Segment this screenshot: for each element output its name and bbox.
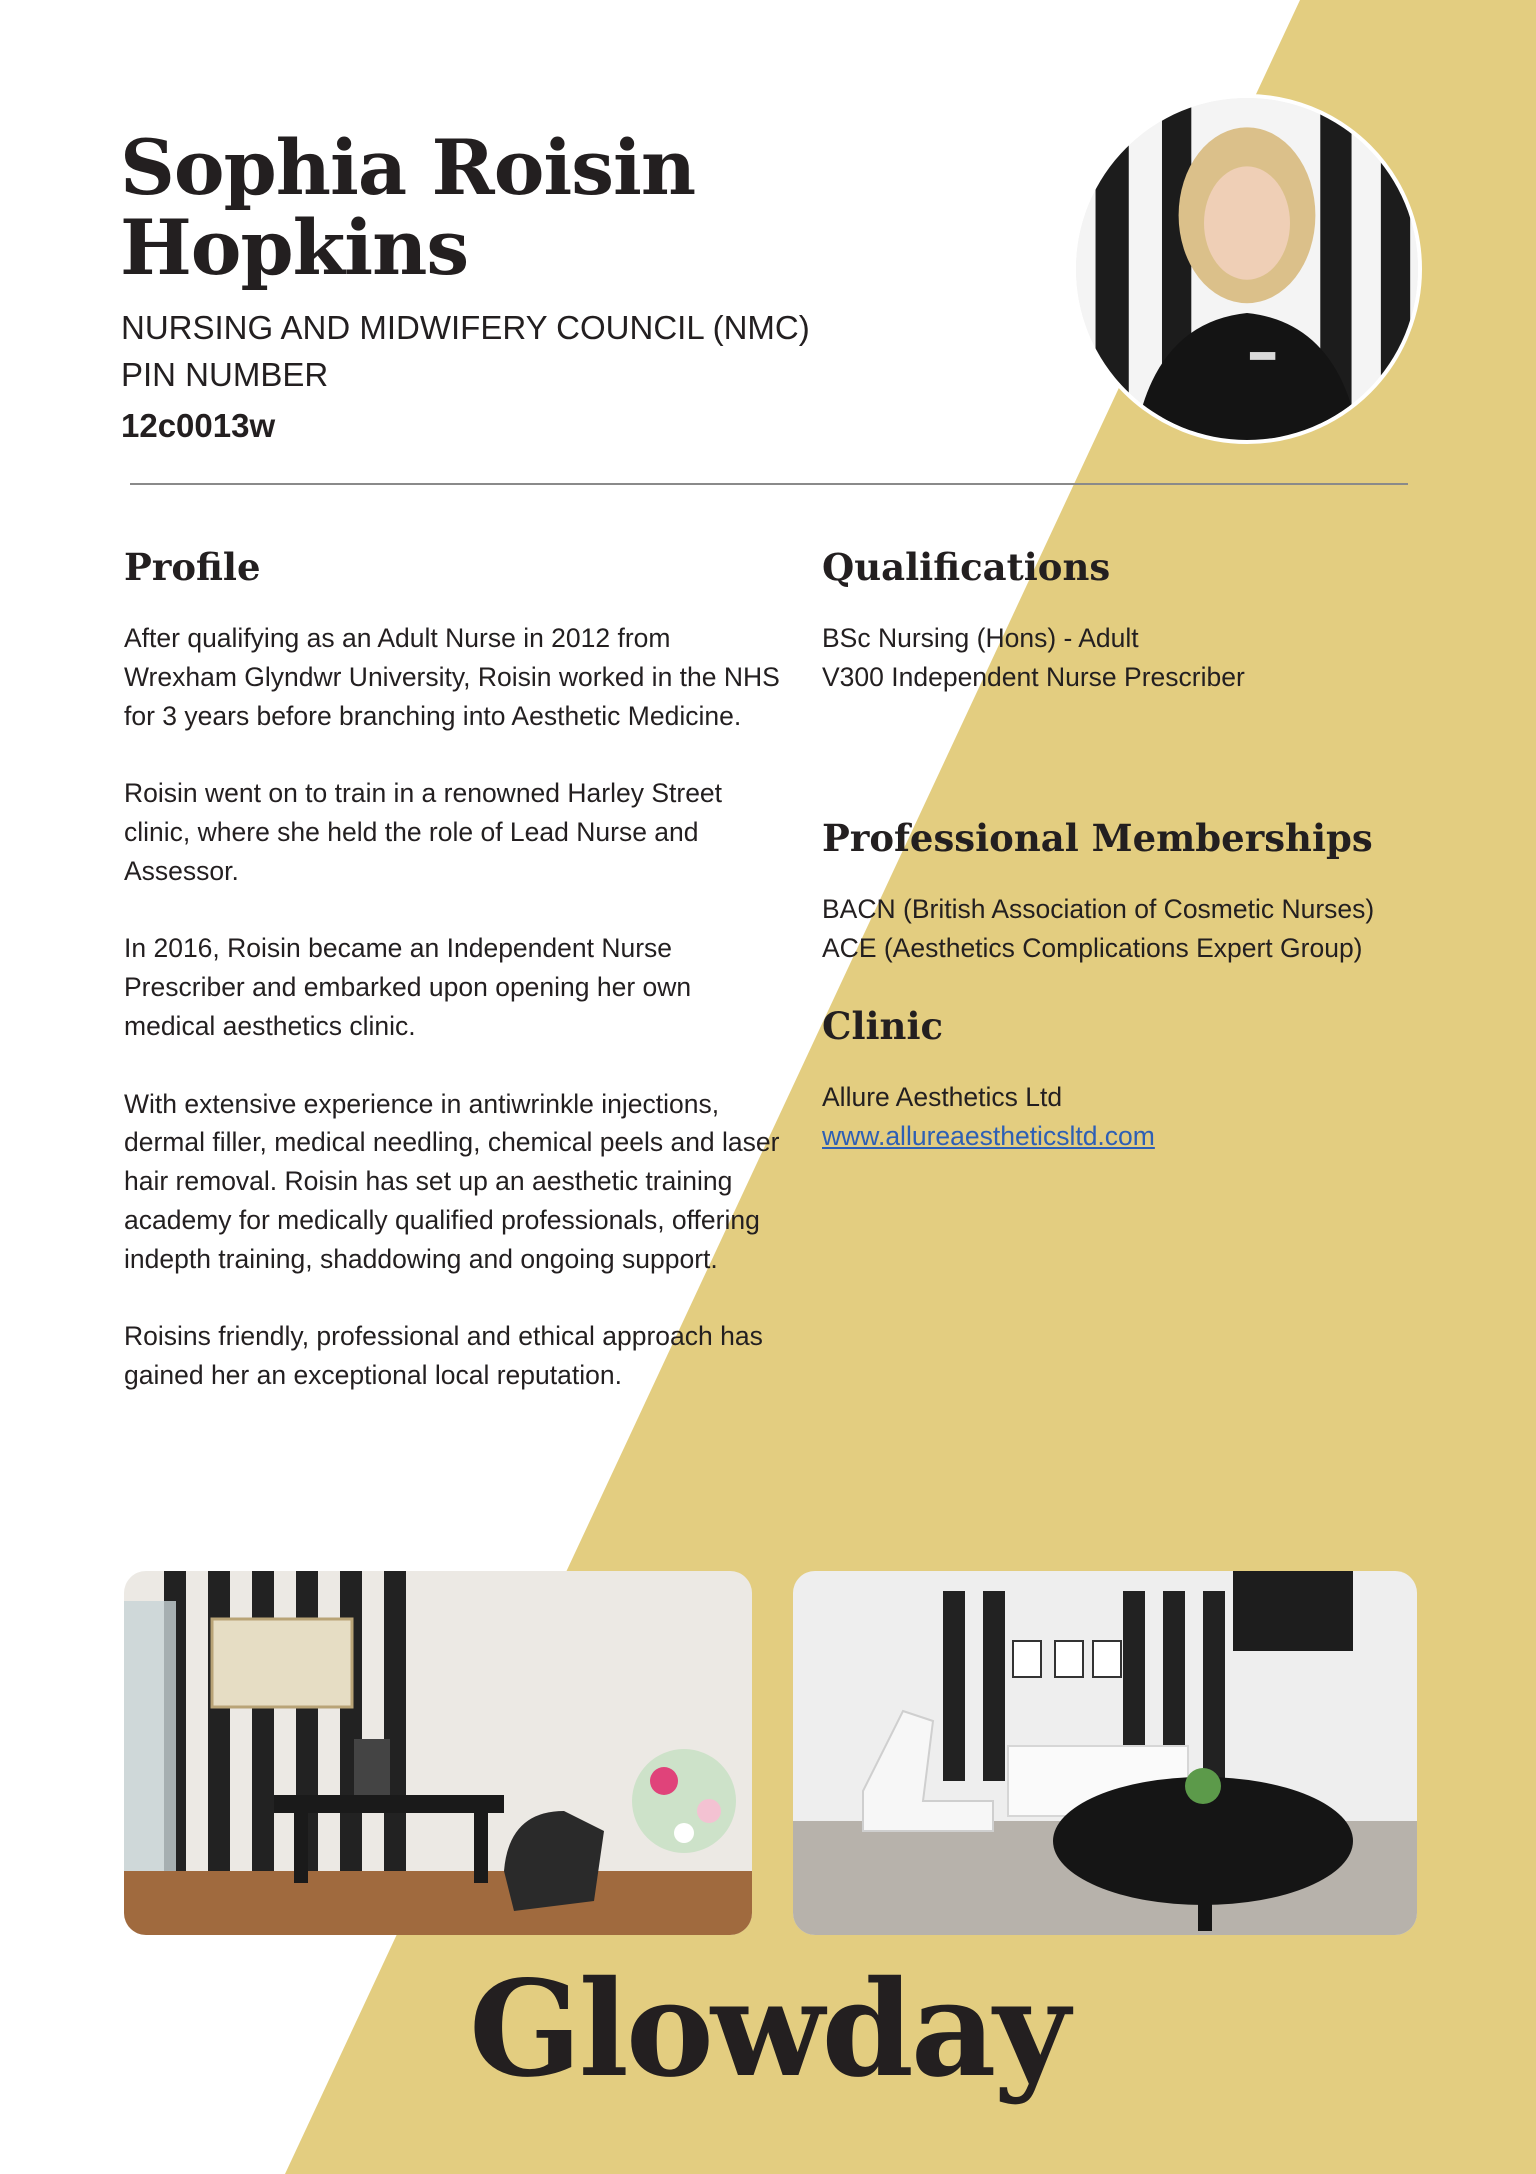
qualifications-list [822, 619, 1462, 697]
memberships-heading: Professional Memberships [822, 816, 1373, 860]
profile-body [124, 619, 784, 1395]
profile-paragraph: With extensive experience in antiwrinkle injections, dermal filler, medical needling, chemical peels and laser hair removal. Roisin has set up an aesthetic training academy for medically qualified professionals, offering indepth training, shaddowing and ongoing support. [124, 1088, 780, 1274]
qualifications-heading: Qualifications [822, 545, 1111, 589]
profile-heading: Profile [124, 545, 261, 589]
clinic-section [822, 1004, 1462, 1156]
page-title: Sophia Roisin Hopkins [120, 123, 696, 292]
clinic-name: Allure Aesthetics Ltd [822, 1082, 1063, 1112]
membership-item: BACN (British Association of Cosmetic Nurses) [822, 894, 1375, 924]
avatar-photo [1076, 98, 1418, 440]
glowday-logo: Glowday [468, 1952, 1068, 2107]
registration-label-line1: NURSING AND MIDWIFERY COUNCIL (NMC) [121, 309, 810, 346]
profile-paragraph: Roisins friendly, professional and ethical approach has gained her an exceptional local reputation. [124, 1321, 763, 1391]
pin-number: 12c0013w [121, 407, 276, 444]
profile-paragraph: In 2016, Roisin became an Independent Nurse Prescriber and embarked upon opening her own medical aesthetics clinic. [124, 933, 692, 1041]
clinic-heading: Clinic [822, 1004, 944, 1048]
profile-section [124, 545, 784, 1434]
clinic-details [822, 1078, 1462, 1156]
qualification-item: BSc Nursing (Hons) - Adult [822, 623, 1139, 653]
membership-item: ACE (Aesthetics Complications Expert Group) [822, 932, 1363, 963]
clinic-reception-photo [124, 1571, 752, 1935]
registration-label [121, 304, 941, 398]
registration-label-line2: PIN NUMBER [121, 356, 329, 393]
memberships-section [822, 816, 1502, 968]
qualification-item: V300 Independent Nurse Prescriber [822, 661, 1245, 692]
treatment-room-photo [793, 1571, 1417, 1935]
profile-paragraph: Roisin went on to train in a renowned Harley Street clinic, where she held the role of Lead Nurse and Assessor. [124, 778, 723, 886]
clinic-website-link[interactable]: www.allureaestheticsltd.com [822, 1120, 1155, 1151]
avatar [1072, 94, 1422, 444]
memberships-list [822, 890, 1502, 968]
profile-paragraph: After qualifying as an Adult Nurse in 2012 from Wrexham Glyndwr University, Roisin worked in the NHS for 3 years before branching into Aesthetic Medicine. [124, 623, 780, 731]
qualifications-section [822, 545, 1462, 697]
header-divider [130, 483, 1408, 485]
